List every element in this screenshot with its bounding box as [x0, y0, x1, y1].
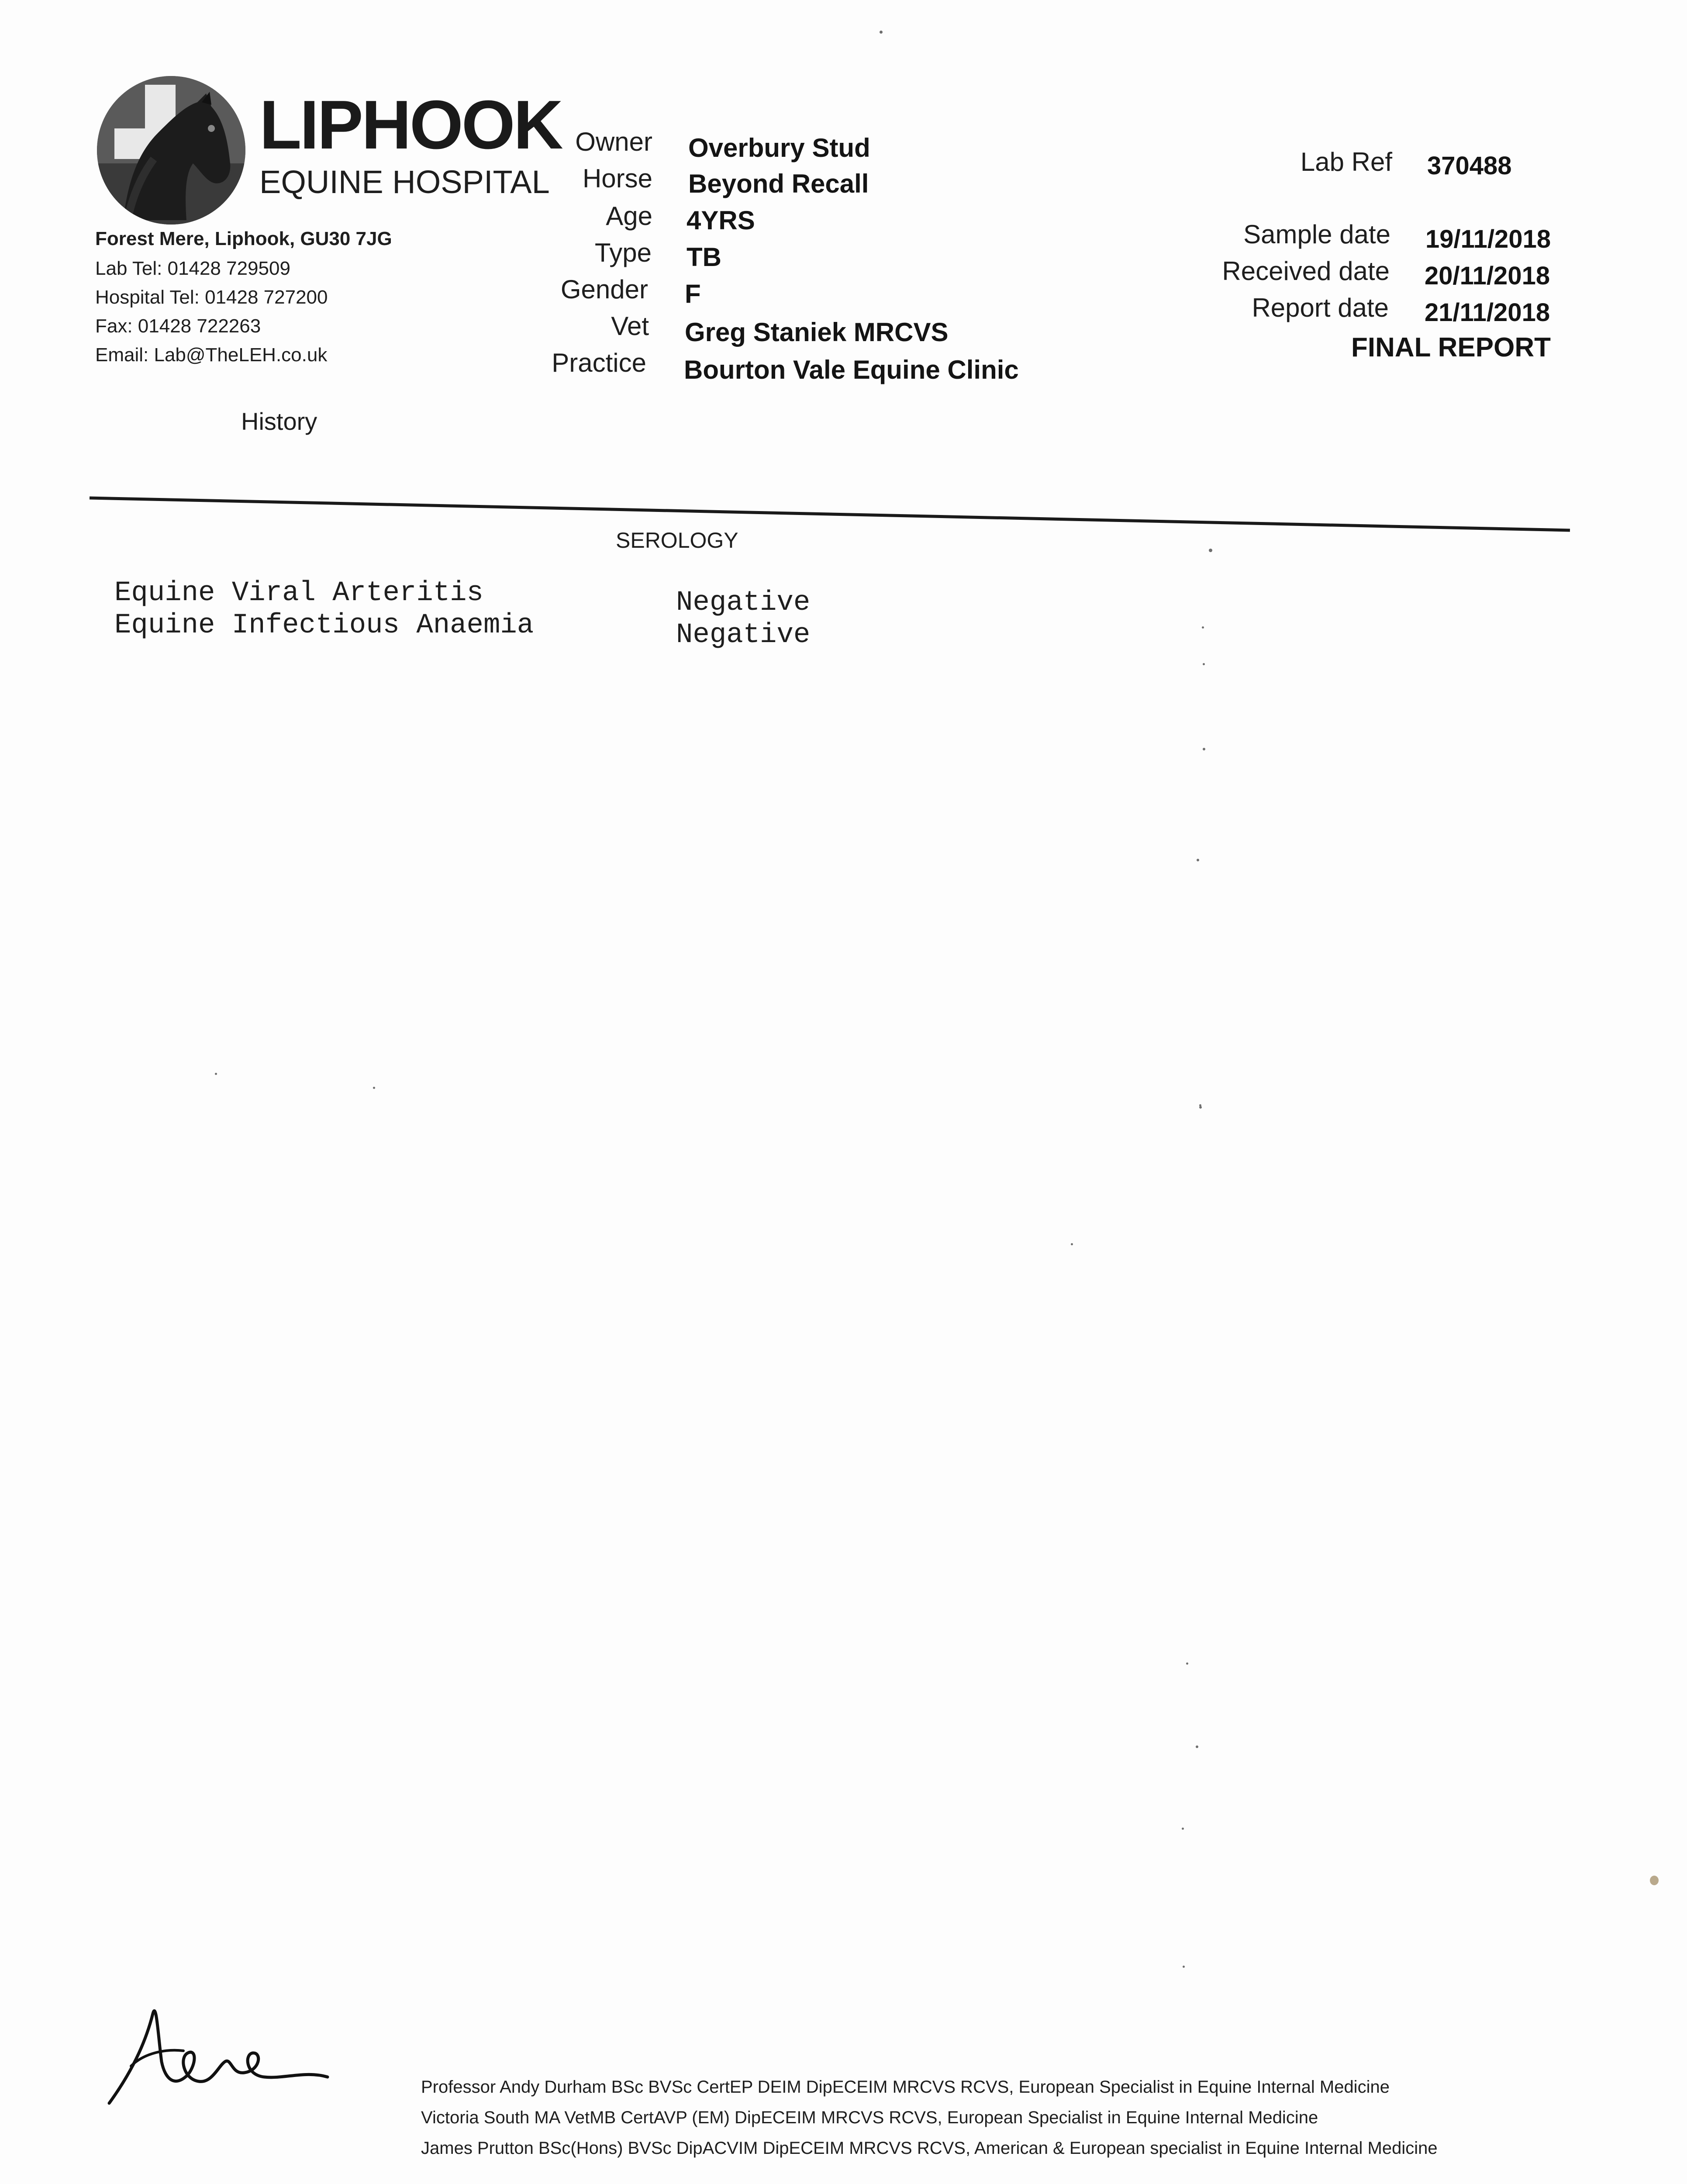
horse-logo-icon [97, 76, 245, 225]
email-address: Email: Lab@TheLEH.co.uk [95, 344, 328, 366]
fax-number: Fax: 01428 722263 [95, 315, 261, 337]
test-result: Negative [676, 619, 811, 651]
horse-label: Horse [582, 164, 652, 193]
staff-line: Victoria South MA VetMB CertAVP (EM) DipECEIM MRCVS RCVS, European Specialist in Equine Internal Medicine [421, 2108, 1318, 2127]
age-label: Age [606, 201, 652, 231]
test-name: Equine Infectious Anaemia [114, 610, 534, 641]
scan-speck [1196, 1745, 1198, 1748]
practice-label: Practice [552, 348, 646, 377]
scan-speck [1199, 1106, 1202, 1109]
scan-speck [1203, 663, 1205, 665]
hospital-name: LIPHOOK [259, 86, 562, 163]
scan-speck [1203, 748, 1205, 750]
received-date-label: Received date [1222, 256, 1390, 286]
scan-speck [1209, 549, 1212, 552]
report-status: FINAL REPORT [1351, 332, 1551, 363]
gender-value: F [685, 279, 701, 308]
header-divider [90, 498, 1570, 501]
test-name: Equine Viral Arteritis [114, 577, 483, 609]
lab-telephone: Lab Tel: 01428 729509 [95, 258, 290, 279]
hospital-telephone: Hospital Tel: 01428 727200 [95, 287, 328, 308]
report-date-label: Report date [1252, 293, 1389, 322]
practice-value: Bourton Vale Equine Clinic [684, 355, 1019, 384]
scan-speck [1183, 1966, 1185, 1968]
hospital-address: Forest Mere, Liphook, GU30 7JG [95, 228, 392, 249]
age-value: 4YRS [687, 206, 755, 235]
scan-speck [1186, 1662, 1188, 1665]
type-label: Type [594, 238, 652, 267]
report-date-value: 21/11/2018 [1425, 298, 1550, 327]
signature-image [100, 1987, 336, 2118]
type-value: TB [687, 242, 721, 272]
scan-speck [880, 31, 883, 34]
section-title: SEROLOGY [616, 528, 738, 553]
scan-speck [373, 1087, 375, 1089]
scan-speck [215, 1073, 217, 1075]
scan-speck [1650, 1876, 1659, 1885]
hospital-subtitle: EQUINE HOSPITAL [259, 164, 550, 200]
sample-date-value: 19/11/2018 [1425, 225, 1551, 253]
horse-value: Beyond Recall [688, 169, 869, 198]
scan-speck [1197, 859, 1199, 861]
gender-label: Gender [560, 275, 648, 304]
lab-ref-label: Lab Ref [1300, 147, 1392, 176]
staff-line: James Prutton BSc(Hons) BVSc DipACVIM DipECEIM MRCVS RCVS, American & European specialist in Equine Internal Medicine [421, 2139, 1438, 2158]
vet-value: Greg Staniek MRCVS [685, 318, 949, 347]
owner-label: Owner [575, 127, 652, 156]
owner-value: Overbury Stud [688, 133, 870, 162]
received-date-value: 20/11/2018 [1425, 262, 1550, 290]
history-label: History [241, 408, 317, 435]
staff-line: Professor Andy Durham BSc BVSc CertEP DEIM DipECEIM MRCVS RCVS, European Specialist in Equine Internal Medicine [421, 2077, 1390, 2097]
lab-ref-value: 370488 [1427, 152, 1512, 180]
test-result: Negative [676, 587, 811, 619]
sample-date-label: Sample date [1243, 220, 1390, 249]
scan-speck [1202, 626, 1204, 629]
vet-label: Vet [611, 311, 649, 341]
scan-speck [1071, 1243, 1073, 1245]
scan-speck [1182, 1828, 1184, 1830]
